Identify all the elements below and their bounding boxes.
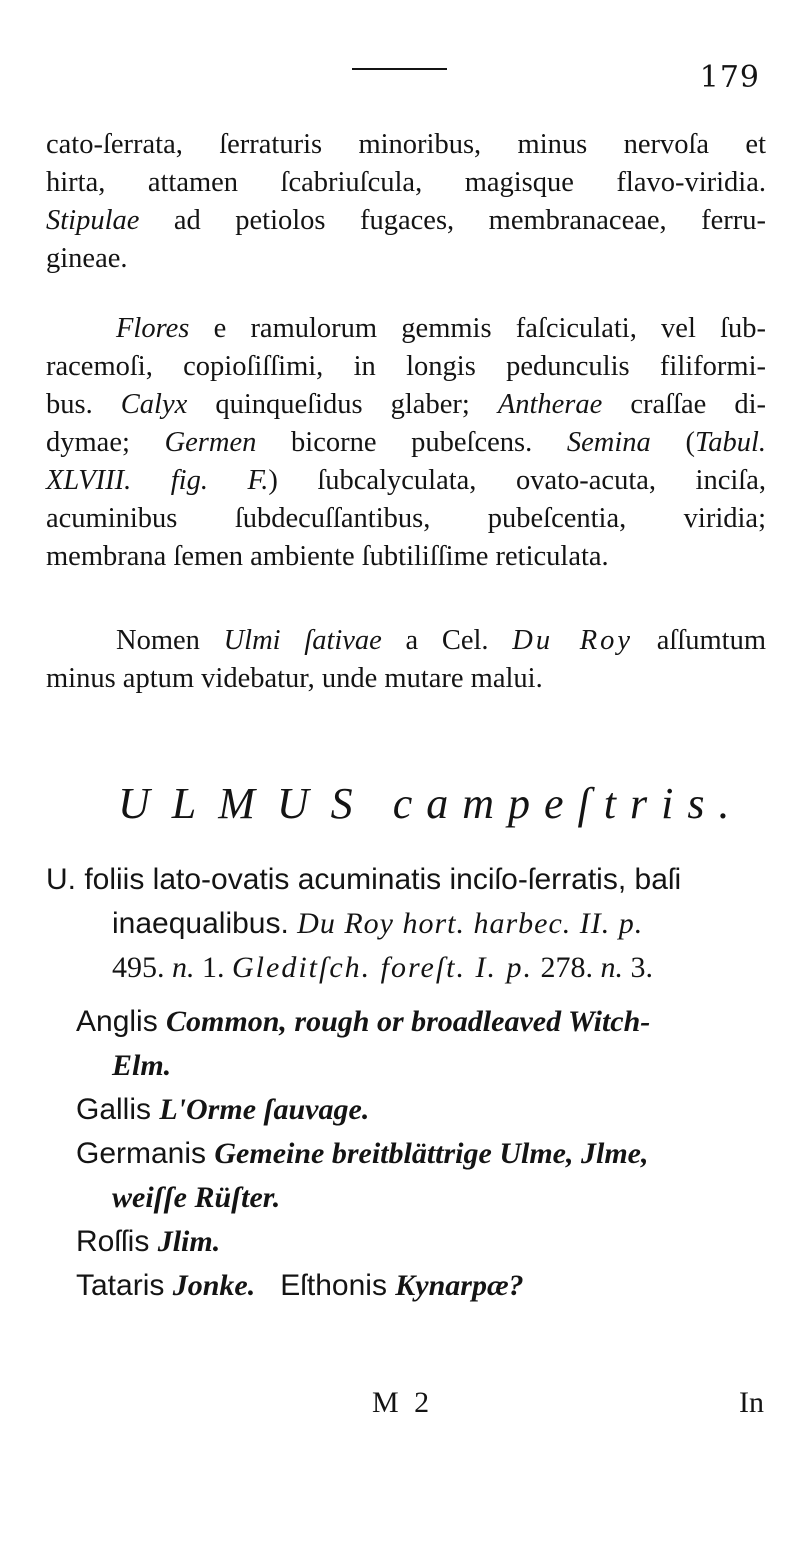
text-line: XLVIII. fig. F.) ſubcalyculata, ovato-acuta, inciſa, xyxy=(46,465,766,496)
ref-du-roy: Du Roy hort. harbec. II. p. xyxy=(297,907,644,940)
header-rule xyxy=(352,68,447,70)
name-english: Anglis Common, rough or broadleaved Witch- Elm. xyxy=(76,1005,651,1082)
name-french: Gallis L'Orme ſauvage. xyxy=(76,1093,370,1126)
text-line: gineae. xyxy=(46,243,128,274)
term-stipulae: Stipulae xyxy=(46,205,140,236)
ref-tabul: Tabul. xyxy=(694,427,766,458)
genus-name: ULMUS xyxy=(118,779,375,828)
text-line: hirta, attamen ſcabriuſcula, magisque flavo-viridia. xyxy=(46,167,766,198)
text-line: cato-ſerrata, ſerraturis minoribus, minus nervoſa et xyxy=(46,129,766,160)
species-heading xyxy=(118,778,743,829)
name-russian: Roſſis Jlim. xyxy=(76,1225,221,1258)
paragraph-name-note xyxy=(46,622,766,698)
term-semina: Semina xyxy=(566,427,651,458)
name-german: Germanis Gemeine breitblättrige Ulme, Jlme, weiſſe Rüſter. xyxy=(76,1137,649,1214)
term-ulmi-sativae: Ulmi ſativae xyxy=(223,625,382,656)
text-line: Flores e ramulorum gemmis faſciculati, vel ſub- xyxy=(116,313,766,344)
text-line: Stipulae ad petiolos fugaces, membranaceae, ferru- xyxy=(46,205,766,236)
paragraph-leaf-description xyxy=(46,126,766,278)
text-line: minus aptum videbatur, unde mutare malui. xyxy=(46,663,543,694)
diagnosis-entry: U. foliis lato-ovatis acuminatis inciſo-ſerratis, baſi inaequalibus. Du Roy hort. harbec. II. p. 495. n. 1. Gleditſch. foreſt. I. p. 278. n. 3. xyxy=(46,863,682,984)
term-antherae: Antherae xyxy=(497,389,603,420)
term-flores: Flores xyxy=(116,313,190,344)
text-line: Nomen Ulmi ſativae a Cel. Du Roy aſſumtum xyxy=(116,625,767,656)
catchword: In xyxy=(739,1386,764,1419)
signature-mark: M 2 xyxy=(372,1386,434,1419)
text-line: dymae; Germen bicorne pubeſcens. Semina (Tabul. xyxy=(46,427,766,458)
author-du-roy: Du Roy xyxy=(512,625,634,656)
ref-gleditsch: Gleditſch. foreſt. I. p. xyxy=(232,951,534,984)
text-line: racemoſi, copioſiſſimi, in longis pedunculis filiformi- xyxy=(46,351,766,382)
ref-figure: XLVIII. fig. F. xyxy=(46,465,269,496)
term-calyx: Calyx xyxy=(120,389,188,420)
text-line: bus. Calyx quinqueſidus glaber; Antherae craſſae di- xyxy=(46,389,767,420)
text-line: acuminibus ſubdecuſſantibus, pubeſcentia, viridia; xyxy=(46,503,766,534)
page-number: 179 xyxy=(699,60,760,95)
vernacular-names xyxy=(46,1000,764,1308)
text-line: membrana ſemen ambiente ſubtiliſſime reticulata. xyxy=(46,541,609,572)
species-diagnosis xyxy=(46,858,764,990)
name-tatar-estonian: Tataris Jonke. Eſthonis Kynarpæ? xyxy=(76,1269,524,1302)
species-epithet: campeſtris. xyxy=(392,779,744,828)
term-germen: Germen xyxy=(164,427,257,458)
paragraph-flower-description xyxy=(46,310,766,576)
